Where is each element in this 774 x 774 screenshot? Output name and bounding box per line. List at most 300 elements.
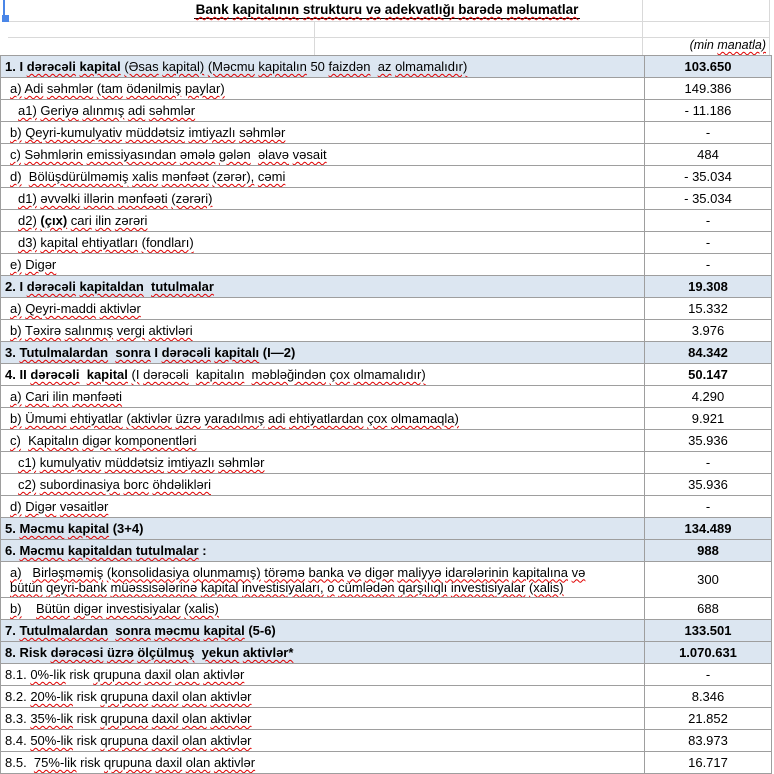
row-label-cell[interactable] bbox=[1, 518, 645, 540]
text-word: c) bbox=[10, 433, 21, 448]
text-word: ehtiyatlardan bbox=[289, 411, 364, 426]
sheet-title[interactable] bbox=[194, 2, 581, 19]
row-value-cell[interactable]: 149.386 bbox=[645, 78, 772, 100]
row-value-cell[interactable]: 1.070.631 bbox=[645, 642, 772, 664]
text-word: maliyyə bbox=[397, 564, 442, 580]
text-word: sonra bbox=[115, 623, 151, 638]
text-word: Kapitalın bbox=[28, 433, 79, 448]
text-word: imtiyazlı bbox=[167, 455, 215, 470]
text-word: mənfəəti bbox=[117, 191, 168, 206]
text-word: Bütün bbox=[36, 601, 70, 616]
row-label-cell[interactable] bbox=[1, 144, 645, 166]
text-word: müddətsiz bbox=[125, 125, 185, 140]
text-word: daxil bbox=[151, 711, 179, 726]
row-label-cell[interactable] bbox=[1, 254, 645, 276]
text-word: I bbox=[154, 345, 158, 360]
text-word: : bbox=[202, 543, 207, 558]
text-word: banka bbox=[308, 564, 344, 580]
table-row bbox=[1, 708, 772, 730]
row-value-cell[interactable]: - 35.034 bbox=[645, 188, 772, 210]
table-row bbox=[1, 664, 772, 686]
text-word: 20%-lik bbox=[30, 689, 73, 704]
text-word: qrupuna bbox=[100, 689, 149, 704]
text-word: aktivlər bbox=[210, 733, 252, 748]
row-label-cell[interactable] bbox=[1, 210, 645, 232]
text-word: kapital) bbox=[162, 59, 205, 74]
text-word: vəsaitlər bbox=[59, 499, 109, 514]
text-word: investisiyaları, bbox=[242, 579, 324, 595]
row-value-cell[interactable]: 300 bbox=[645, 562, 772, 598]
row-value-cell[interactable]: 3.976 bbox=[645, 320, 772, 342]
row-label-cell[interactable] bbox=[1, 298, 645, 320]
text-word: çox bbox=[367, 411, 388, 426]
row-value-cell[interactable]: 50.147 bbox=[645, 364, 772, 386]
row-value-cell[interactable]: 688 bbox=[645, 598, 772, 620]
text-word: (I bbox=[131, 367, 140, 382]
text-word: əlavə bbox=[257, 147, 290, 162]
text-word: zərəri bbox=[114, 213, 148, 228]
text-word: olan bbox=[182, 711, 207, 726]
row-label-cell[interactable] bbox=[1, 540, 645, 562]
text-word: (zərəri) bbox=[171, 191, 213, 206]
text-word: Cari bbox=[25, 389, 50, 404]
text-word: qrupuna bbox=[100, 711, 149, 726]
text-word: (I—2) bbox=[262, 345, 296, 360]
row-value-cell[interactable]: 133.501 bbox=[645, 620, 772, 642]
row-value-cell[interactable]: 103.650 bbox=[645, 56, 772, 78]
text-word: Risk bbox=[19, 645, 47, 660]
text-word: cümlədən bbox=[338, 579, 395, 595]
text-word: risk bbox=[69, 667, 90, 682]
table-row bbox=[1, 144, 772, 166]
row-label-cell[interactable] bbox=[1, 664, 645, 686]
text-word: cəmi bbox=[257, 169, 286, 184]
text-word: yekun bbox=[201, 645, 240, 660]
text-word: aktivləri bbox=[148, 323, 193, 338]
text-word: investisiyalar bbox=[450, 579, 526, 595]
text-word: 8. bbox=[5, 645, 16, 660]
table-row bbox=[1, 752, 772, 774]
table-row bbox=[1, 518, 772, 540]
table-row bbox=[1, 408, 772, 430]
text-word: vergi bbox=[116, 323, 145, 338]
row-value-cell[interactable]: 484 bbox=[645, 144, 772, 166]
text-word: ilin bbox=[52, 389, 69, 404]
text-word: (xalis) bbox=[184, 601, 219, 616]
row-value-cell[interactable]: - 11.186 bbox=[645, 100, 772, 122]
text-word: Məcmu bbox=[19, 543, 65, 558]
row-label-cell[interactable] bbox=[1, 642, 645, 664]
text-word: gələn bbox=[218, 147, 251, 162]
text-word: faizdən bbox=[328, 59, 371, 74]
row-label-cell[interactable] bbox=[1, 232, 645, 254]
text-word: 8.1. bbox=[5, 667, 27, 682]
row-value-cell[interactable]: 4.290 bbox=[645, 386, 772, 408]
text-word: salınmış bbox=[64, 323, 114, 338]
row-label-cell[interactable] bbox=[1, 474, 645, 496]
text-word: dərəcəli bbox=[143, 367, 189, 382]
text-word: c2) bbox=[18, 477, 37, 492]
text-word: (fondları) bbox=[141, 235, 194, 250]
table-row bbox=[1, 122, 772, 144]
text-word: 7. bbox=[5, 623, 16, 638]
text-word: mənfəət bbox=[161, 169, 209, 184]
table-row bbox=[1, 254, 772, 276]
text-word: olmamalıdır) bbox=[395, 59, 468, 74]
text-word: c) bbox=[10, 147, 21, 162]
text-word: qrupuna bbox=[100, 733, 149, 748]
text-word: məcmu bbox=[154, 623, 200, 638]
text-word: 50%-lik bbox=[30, 733, 73, 748]
row-label-cell[interactable] bbox=[1, 730, 645, 752]
text-word: aktivlər bbox=[213, 755, 256, 770]
text-word: a1) bbox=[18, 103, 37, 118]
text-word: kapitalının bbox=[232, 2, 300, 17]
text-word: 2. bbox=[5, 279, 16, 294]
text-word: vəsait bbox=[292, 147, 327, 162]
row-label-cell[interactable] bbox=[1, 686, 645, 708]
text-word: I bbox=[19, 59, 24, 74]
row-value-cell[interactable]: 134.489 bbox=[645, 518, 772, 540]
text-word: olmamalıdır) bbox=[353, 367, 426, 382]
text-word: ilin bbox=[95, 213, 112, 228]
table-row bbox=[1, 298, 772, 320]
text-word: müddətsiz bbox=[104, 455, 164, 470]
row-value-cell[interactable]: 988 bbox=[645, 540, 772, 562]
row-value-cell[interactable]: - bbox=[645, 496, 772, 518]
text-word: 8.4. bbox=[5, 733, 27, 748]
text-word: bütün bbox=[10, 579, 43, 595]
table-row bbox=[1, 496, 772, 518]
title-row bbox=[0, 0, 774, 21]
text-word: 5. bbox=[5, 521, 16, 536]
text-word: kapitaldan bbox=[79, 279, 144, 294]
text-word: b) bbox=[10, 411, 22, 426]
text-word: və bbox=[347, 564, 362, 580]
text-word: 8.2. bbox=[5, 689, 27, 704]
text-word: adi bbox=[268, 411, 286, 426]
row-value-cell[interactable]: - bbox=[645, 232, 772, 254]
text-word: aktivlər bbox=[210, 689, 252, 704]
text-word: olan bbox=[174, 667, 200, 682]
row-label-cell[interactable] bbox=[1, 430, 645, 452]
text-word: imtiyazlı bbox=[188, 125, 236, 140]
table-row bbox=[1, 540, 772, 562]
text-word: Səhmlərin bbox=[24, 147, 83, 162]
text-word: b) bbox=[10, 125, 22, 140]
text-word: risk bbox=[80, 755, 101, 770]
text-word: daxil bbox=[151, 689, 179, 704]
text-word: aktivlər bbox=[210, 711, 252, 726]
unit-note[interactable] bbox=[0, 37, 770, 55]
text-word: kapital bbox=[200, 579, 239, 595]
text-word: kapitalı bbox=[214, 345, 260, 360]
text-word: Bölüşdürülməmiş bbox=[28, 169, 129, 184]
table-row bbox=[1, 342, 772, 364]
row-label-cell[interactable] bbox=[1, 752, 645, 774]
text-word: e) bbox=[10, 257, 22, 272]
text-word: 75%-lik bbox=[33, 755, 77, 770]
text-word: 8.3. bbox=[5, 711, 27, 726]
text-word: (Məcmu bbox=[207, 59, 255, 74]
selection-fill-handle[interactable] bbox=[2, 15, 9, 22]
text-word: kapital bbox=[40, 235, 78, 250]
text-word: kapital bbox=[86, 367, 128, 382]
text-word: c1) bbox=[18, 455, 37, 470]
text-word: adi bbox=[127, 103, 146, 118]
row-label-cell[interactable] bbox=[1, 620, 645, 642]
text-word: sonra bbox=[115, 345, 151, 360]
row-value-cell[interactable]: - bbox=[645, 664, 772, 686]
text-word: kapitalına bbox=[512, 564, 568, 580]
table-row bbox=[1, 210, 772, 232]
row-value-cell[interactable]: 19.308 bbox=[645, 276, 772, 298]
row-label-cell[interactable] bbox=[1, 320, 645, 342]
text-word: dərəcəli bbox=[26, 279, 76, 294]
text-word: d2) bbox=[18, 213, 37, 228]
text-word: və bbox=[365, 2, 381, 17]
text-word: (xalis) bbox=[528, 579, 564, 595]
text-word: (konsolidasiya bbox=[106, 564, 190, 580]
row-value-cell[interactable]: 83.973 bbox=[645, 730, 772, 752]
text-word: Qeyri-maddi bbox=[25, 301, 96, 316]
text-word: ehtiyatlar bbox=[69, 411, 123, 426]
text-word: alınmış bbox=[82, 103, 125, 118]
row-label-cell[interactable] bbox=[1, 386, 645, 408]
row-label-cell[interactable] bbox=[1, 598, 645, 620]
row-value-cell[interactable]: - bbox=[645, 122, 772, 144]
row-label-cell[interactable] bbox=[1, 56, 645, 78]
row-value-cell[interactable]: 9.921 bbox=[645, 408, 772, 430]
text-word: subordinasiya bbox=[39, 477, 120, 492]
table-row bbox=[1, 642, 772, 664]
text-word: d) bbox=[10, 169, 22, 184]
text-word: strukturu bbox=[302, 2, 363, 17]
text-word: tutulmalar bbox=[151, 279, 214, 294]
text-word: digər bbox=[364, 564, 394, 580]
text-word: I bbox=[19, 279, 24, 294]
text-word: qrupuna bbox=[104, 755, 152, 770]
text-word: Bank bbox=[195, 2, 229, 17]
row-label-cell[interactable] bbox=[1, 364, 645, 386]
text-word: qeyri-bank bbox=[46, 579, 107, 595]
text-word: Adi bbox=[24, 81, 44, 96]
text-word: dərəcəsi bbox=[50, 645, 104, 660]
text-word: illərin bbox=[83, 191, 115, 206]
text-word: qrupuna bbox=[93, 667, 141, 682]
row-value-cell[interactable]: 84.342 bbox=[645, 342, 772, 364]
text-word: (tam bbox=[96, 81, 123, 96]
text-word: tutulmalar bbox=[135, 543, 199, 558]
table-row bbox=[1, 188, 772, 210]
text-word: olunmamış) bbox=[192, 564, 261, 580]
text-word: kapitaldan bbox=[67, 543, 133, 558]
table-row bbox=[1, 320, 772, 342]
text-word: a) bbox=[10, 301, 22, 316]
text-word: səhmlər bbox=[46, 81, 94, 96]
row-label-cell[interactable] bbox=[1, 562, 645, 598]
text-word: d1) bbox=[18, 191, 37, 206]
text-word: (5-6) bbox=[248, 623, 276, 638]
row-label-cell[interactable] bbox=[1, 452, 645, 474]
text-word: a) bbox=[10, 564, 22, 580]
table-row bbox=[1, 232, 772, 254]
text-word: aktivlər* bbox=[242, 645, 294, 660]
text-word: (çıx) bbox=[40, 213, 68, 228]
text-word: törəmə bbox=[264, 564, 305, 580]
text-word: Digər bbox=[25, 257, 57, 272]
text-word: Geriyə bbox=[40, 103, 79, 118]
table-row bbox=[1, 364, 772, 386]
row-label-cell[interactable] bbox=[1, 496, 645, 518]
text-word: ölçülmuş bbox=[137, 645, 195, 660]
text-word: risk bbox=[76, 733, 97, 748]
row-value-cell[interactable]: 15.332 bbox=[645, 298, 772, 320]
text-word: aktivlər bbox=[203, 667, 245, 682]
text-word: a) bbox=[10, 389, 22, 404]
text-word: üzrə bbox=[106, 645, 134, 660]
text-word: dərəcəli bbox=[30, 367, 80, 382]
text-word: olan bbox=[182, 733, 207, 748]
text-word: d) bbox=[10, 499, 22, 514]
text-word: kapitalın bbox=[258, 59, 307, 74]
row-value-cell[interactable]: 35.936 bbox=[645, 430, 772, 452]
row-label-cell[interactable] bbox=[1, 276, 645, 298]
text-word: Qeyri-kumulyativ bbox=[25, 125, 122, 140]
text-word: daxil bbox=[151, 733, 179, 748]
table-row bbox=[1, 276, 772, 298]
table-row bbox=[1, 78, 772, 100]
table-row bbox=[1, 686, 772, 708]
table-row bbox=[1, 730, 772, 752]
text-word: manatla) bbox=[717, 38, 766, 52]
text-word: 8.5. bbox=[5, 755, 27, 770]
text-word: kapital bbox=[67, 521, 110, 536]
row-label-cell[interactable] bbox=[1, 100, 645, 122]
text-word: səhmlər bbox=[218, 455, 265, 470]
text-word: səhmlər bbox=[148, 103, 196, 118]
text-word: a) bbox=[10, 81, 22, 96]
row-value-cell[interactable]: - bbox=[645, 452, 772, 474]
row-value-cell[interactable]: 16.717 bbox=[645, 752, 772, 774]
row-value-cell[interactable]: 21.852 bbox=[645, 708, 772, 730]
text-word: o bbox=[327, 579, 335, 595]
text-word: cari bbox=[70, 213, 92, 228]
text-word: risk bbox=[76, 689, 97, 704]
text-word: komponentləri bbox=[114, 433, 197, 448]
table-row bbox=[1, 430, 772, 452]
text-word: qarşılıqlı bbox=[398, 579, 448, 595]
text-word: az bbox=[377, 59, 392, 74]
table-row bbox=[1, 452, 772, 474]
text-word: səhmlər bbox=[239, 125, 286, 140]
row-label-cell[interactable] bbox=[1, 342, 645, 364]
text-word: dərəcəli bbox=[161, 345, 211, 360]
row-value-cell[interactable]: - bbox=[645, 210, 772, 232]
text-word: olan bbox=[185, 755, 211, 770]
text-word: (zərər), bbox=[212, 169, 255, 184]
text-word: olmamaqla) bbox=[390, 411, 459, 426]
text-word: və bbox=[571, 564, 586, 580]
row-label-cell[interactable] bbox=[1, 166, 645, 188]
text-word: paylar) bbox=[184, 81, 225, 96]
text-word: üzrə bbox=[175, 411, 201, 426]
selection-border-line bbox=[3, 0, 5, 16]
text-word: risk bbox=[76, 711, 97, 726]
text-word: olan bbox=[182, 689, 207, 704]
text-word: b) bbox=[10, 323, 22, 338]
table-row bbox=[1, 620, 772, 642]
row-label-cell[interactable] bbox=[1, 78, 645, 100]
text-word: II bbox=[19, 367, 27, 382]
text-word: kapital bbox=[203, 623, 245, 638]
text-word: (min bbox=[689, 38, 714, 52]
text-word: kapital bbox=[79, 59, 121, 74]
text-word: Ümumi bbox=[25, 411, 67, 426]
text-word: Digər bbox=[25, 499, 57, 514]
row-value-cell[interactable]: - 35.034 bbox=[645, 166, 772, 188]
table-row bbox=[1, 386, 772, 408]
text-word: investisiyalar bbox=[106, 601, 181, 616]
table-row bbox=[1, 56, 772, 78]
row-value-cell[interactable]: 35.936 bbox=[645, 474, 772, 496]
row-value-cell[interactable]: - bbox=[645, 254, 772, 276]
text-word: (3+4) bbox=[112, 521, 144, 536]
text-word: mənfəəti bbox=[72, 389, 123, 404]
text-word: 0%-lik bbox=[30, 667, 66, 682]
table-row bbox=[1, 100, 772, 122]
table-row bbox=[1, 598, 772, 620]
text-word: aktivlər bbox=[99, 301, 141, 316]
text-word: məbləğindən bbox=[251, 367, 326, 382]
text-word: 4. bbox=[5, 367, 16, 382]
gridline-horizontal bbox=[8, 21, 770, 22]
table-row bbox=[1, 562, 772, 598]
text-word: yaradılmış bbox=[204, 411, 265, 426]
text-word: daxil bbox=[144, 667, 172, 682]
text-word: kumulyativ bbox=[39, 455, 102, 470]
text-word: digər bbox=[82, 433, 112, 448]
text-word: Tutulmalardan bbox=[19, 623, 109, 638]
text-word: ödənilmiş bbox=[126, 81, 182, 96]
row-label-cell[interactable] bbox=[1, 122, 645, 144]
text-word: kapitalın bbox=[195, 367, 245, 382]
text-word: emissiyasından bbox=[86, 147, 177, 162]
text-word: borc bbox=[123, 477, 149, 492]
text-word: 50 bbox=[310, 59, 325, 74]
text-word: adekvatlığı bbox=[384, 2, 455, 17]
text-word: əmələ bbox=[179, 147, 216, 162]
row-label-cell[interactable] bbox=[1, 188, 645, 210]
text-word: digər bbox=[73, 601, 103, 616]
text-word: öhdəlikləri bbox=[152, 477, 211, 492]
text-word: müəssisələrinə bbox=[110, 579, 198, 595]
text-word: (Əsas bbox=[124, 59, 159, 74]
text-word: 35%-lik bbox=[30, 711, 73, 726]
capital-structure-table bbox=[0, 55, 772, 774]
text-word: b) bbox=[10, 601, 22, 616]
text-word: əvvəlki bbox=[40, 191, 81, 206]
row-value-cell[interactable]: 8.346 bbox=[645, 686, 772, 708]
row-label-cell[interactable] bbox=[1, 408, 645, 430]
text-word: xalis bbox=[132, 169, 159, 184]
row-label-cell[interactable] bbox=[1, 708, 645, 730]
text-word: d3) bbox=[18, 235, 37, 250]
text-word: Tutulmalardan bbox=[19, 345, 109, 360]
text-word: məlumatlar bbox=[506, 2, 579, 17]
text-word: 1. bbox=[5, 59, 16, 74]
text-word: barədə bbox=[458, 2, 503, 17]
